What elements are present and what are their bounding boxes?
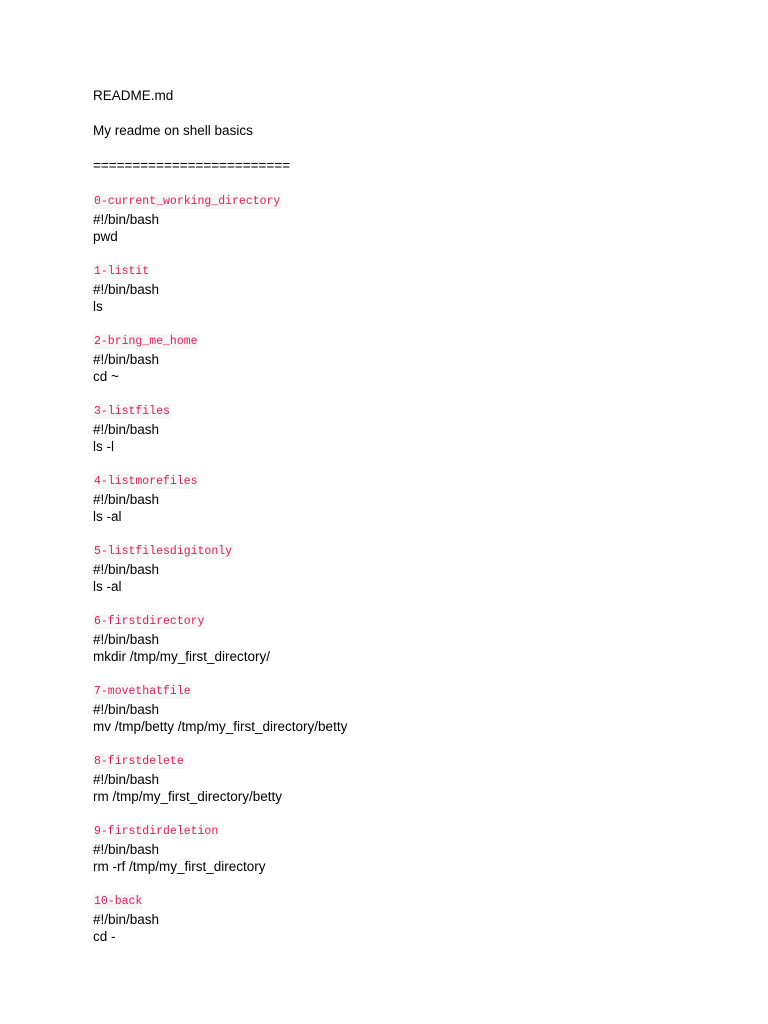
script-name: 5-listfilesdigitonly xyxy=(94,545,233,558)
shebang-line: #!/bin/bash xyxy=(93,562,160,577)
document-page xyxy=(93,87,733,961)
section-0 xyxy=(93,191,733,245)
section-10 xyxy=(93,891,733,945)
shebang-line: #!/bin/bash xyxy=(93,772,160,787)
command-line: rm /tmp/my_first_directory/betty xyxy=(93,789,283,804)
command-line: pwd xyxy=(93,229,118,244)
script-name: 8-firstdelete xyxy=(94,755,184,768)
shebang-line: #!/bin/bash xyxy=(93,422,160,437)
script-name: 4-listmorefiles xyxy=(94,475,198,488)
command-line: ls -al xyxy=(93,509,122,524)
script-name: 6-firstdirectory xyxy=(94,615,205,628)
section-9 xyxy=(93,821,733,875)
script-name: 2-bring_me_home xyxy=(94,335,198,348)
script-name: 3-listfiles xyxy=(94,405,170,418)
command-line: ls -l xyxy=(93,439,114,454)
document-title: README.md xyxy=(93,88,174,103)
script-name: 9-firstdirdeletion xyxy=(94,825,219,838)
section-4 xyxy=(93,471,733,525)
command-line: ls xyxy=(93,299,103,314)
section-3 xyxy=(93,401,733,455)
shebang-line: #!/bin/bash xyxy=(93,632,160,647)
document-subtitle: My readme on shell basics xyxy=(93,123,253,138)
shebang-line: #!/bin/bash xyxy=(93,842,160,857)
script-name: 7-movethatfile xyxy=(94,685,191,698)
command-line: cd - xyxy=(93,929,116,944)
shebang-line: #!/bin/bash xyxy=(93,702,160,717)
command-line: mv /tmp/betty /tmp/my_first_directory/betty xyxy=(93,719,348,734)
shebang-line: #!/bin/bash xyxy=(93,912,160,927)
command-line: ls -al xyxy=(93,579,122,594)
section-8 xyxy=(93,751,733,805)
section-7 xyxy=(93,681,733,735)
section-2 xyxy=(93,331,733,385)
script-name: 1-listit xyxy=(94,265,150,278)
shebang-line: #!/bin/bash xyxy=(93,352,160,367)
shebang-line: #!/bin/bash xyxy=(93,282,160,297)
section-6 xyxy=(93,611,733,665)
section-5 xyxy=(93,541,733,595)
script-name: 0-current_working_directory xyxy=(94,195,281,208)
command-line: mkdir /tmp/my_first_directory/ xyxy=(93,649,271,664)
section-1 xyxy=(93,261,733,315)
command-line: cd ~ xyxy=(93,369,119,384)
separator-rule: ========================= xyxy=(93,158,291,173)
shebang-line: #!/bin/bash xyxy=(93,492,160,507)
shebang-line: #!/bin/bash xyxy=(93,212,160,227)
script-name: 10-back xyxy=(94,895,143,908)
command-line: rm -rf /tmp/my_first_directory xyxy=(93,859,266,874)
